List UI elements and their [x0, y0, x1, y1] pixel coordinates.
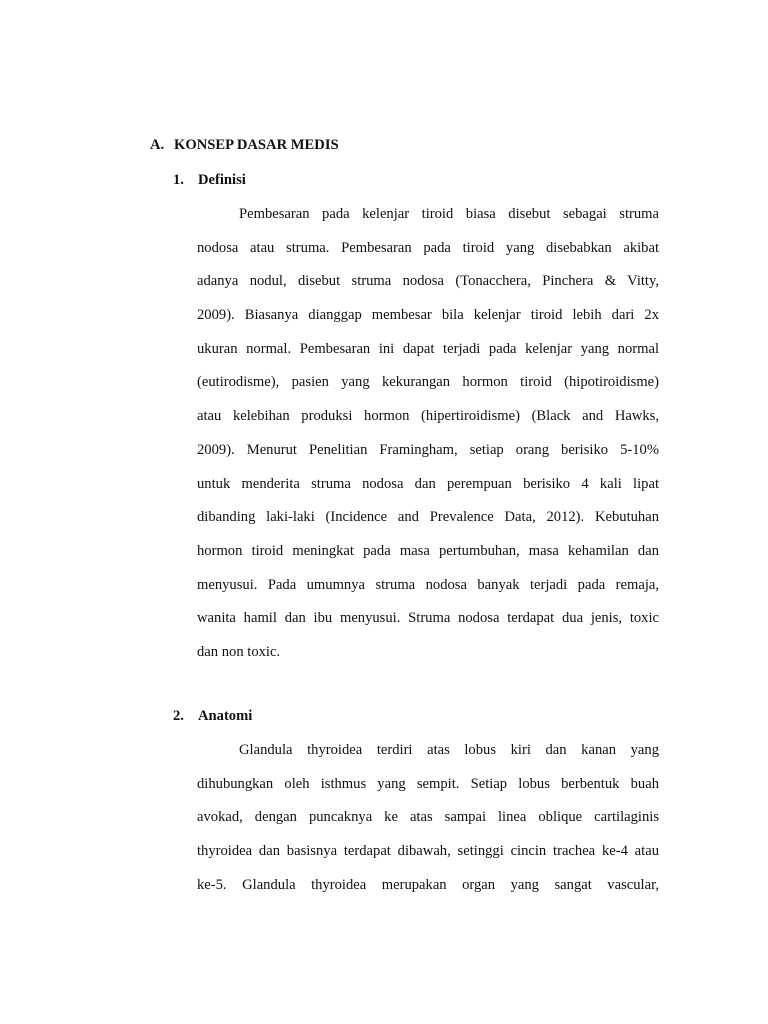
subsection-marker: 2.	[173, 708, 184, 724]
paragraph-line: (eutirodisme), pasien yang kekurangan hormon tiroid (hipotiroidisme)	[197, 374, 659, 391]
paragraph-line: 2009). Biasanya dianggap membesar bila kelenjar tiroid lebih dari 2x	[197, 307, 659, 324]
paragraph-line: ke-5. Glandula thyroidea merupakan organ yang sangat vascular,	[197, 876, 659, 893]
paragraph-line: dan non toxic.	[197, 643, 281, 660]
paragraph-definisi	[197, 204, 659, 676]
subsection-heading-definisi	[173, 172, 246, 189]
paragraph-line: nodosa atau struma. Pembesaran pada tiroid yang disebabkan akibat	[197, 239, 659, 256]
paragraph-line: atau kelebihan produksi hormon (hipertiroidisme) (Black and Hawks,	[197, 408, 659, 425]
paragraph-line: wanita hamil dan ibu menyusui. Struma nodosa terdapat dua jenis, toxic	[197, 610, 659, 627]
paragraph-line: adanya nodul, disebut struma nodosa (Tonacchera, Pinchera & Vitty,	[197, 273, 659, 290]
paragraph-line: menyusui. Pada umumnya struma nodosa banyak terjadi pada remaja,	[197, 576, 659, 593]
section-marker: A.	[150, 137, 165, 153]
paragraph-line: ukuran normal. Pembesaran ini dapat terjadi pada kelenjar yang normal	[197, 340, 659, 357]
paragraph-anatomi	[197, 740, 659, 908]
subsection-title: Definisi	[198, 172, 246, 188]
subsection-heading-anatomi	[173, 708, 252, 725]
paragraph-line: untuk menderita struma nodosa dan perempuan berisiko 4 kali lipat	[197, 475, 659, 492]
paragraph-line: 2009). Menurut Penelitian Framingham, setiap orang berisiko 5-10%	[197, 441, 659, 458]
paragraph-line: thyroidea dan basisnya terdapat dibawah, setinggi cincin trachea ke-4 atau	[197, 843, 659, 860]
section-title: KONSEP DASAR MEDIS	[174, 137, 339, 153]
subsection-title: Anatomi	[198, 708, 253, 724]
paragraph-line: dihubungkan oleh isthmus yang sempit. Setiap lobus berbentuk buah	[197, 775, 659, 792]
paragraph-line: Glandula thyroidea terdiri atas lobus kiri dan kanan yang	[239, 742, 659, 758]
subsection-marker: 1.	[173, 172, 184, 188]
paragraph-line: hormon tiroid meningkat pada masa pertumbuhan, masa kehamilan dan	[197, 542, 659, 559]
paragraph-line: dibanding laki-laki (Incidence and Prevalence Data, 2012). Kebutuhan	[197, 509, 659, 526]
paragraph-line: avokad, dengan puncaknya ke atas sampai linea oblique cartilaginis	[197, 809, 659, 826]
section-heading	[150, 137, 339, 154]
paragraph-line: Pembesaran pada kelenjar tiroid biasa disebut sebagai struma	[239, 206, 659, 222]
